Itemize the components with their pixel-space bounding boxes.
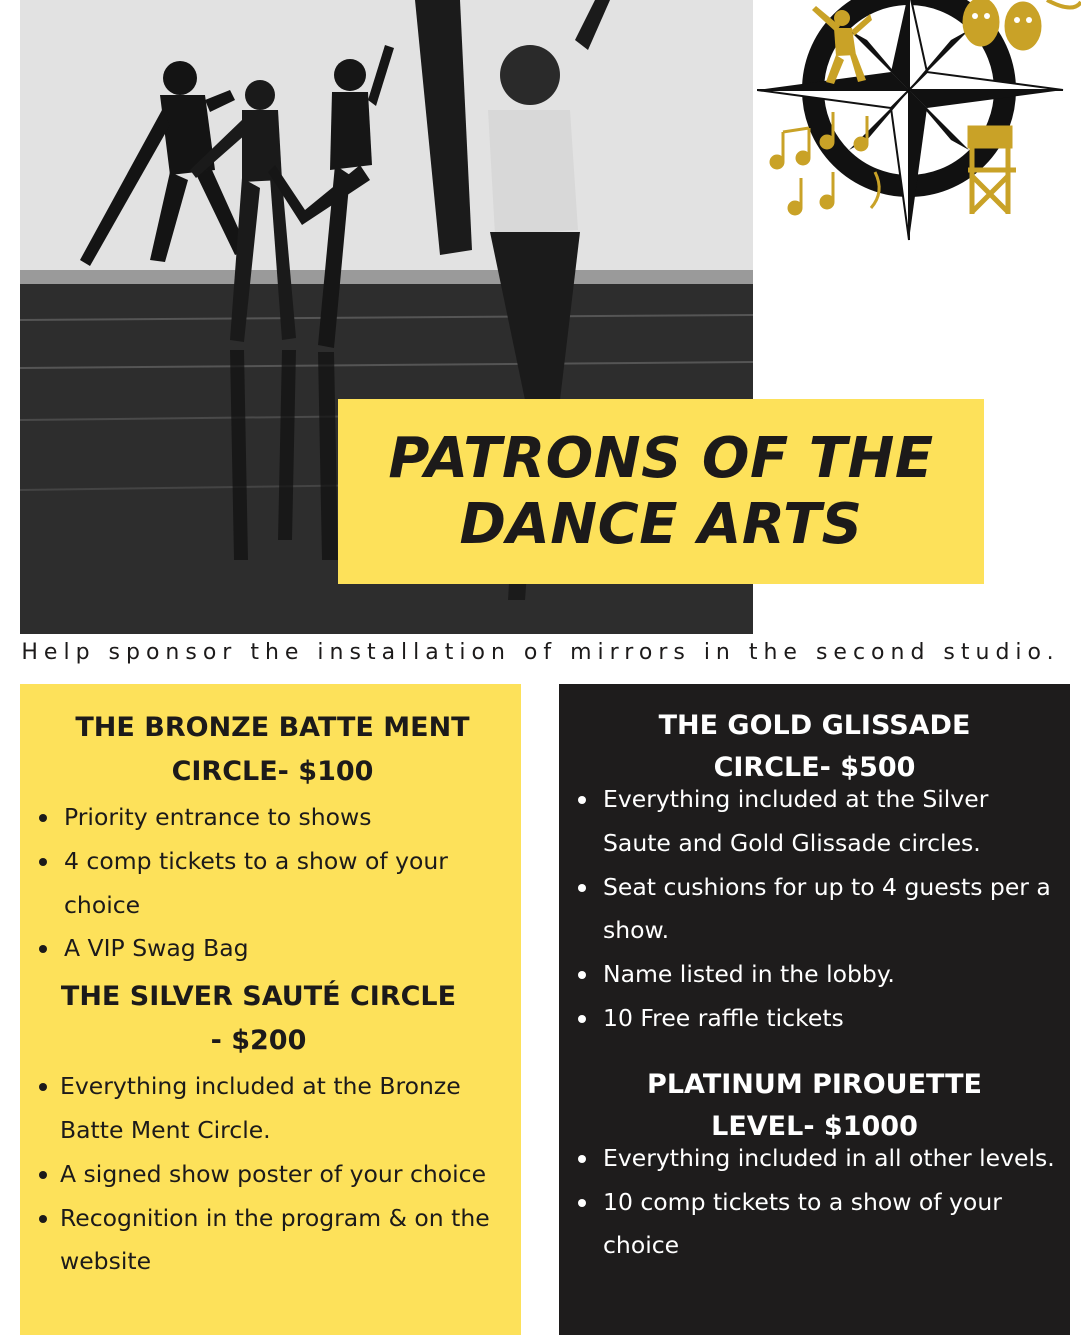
platinum-perk-2: 10 comp tickets to a show of your choice xyxy=(559,1181,1060,1269)
left-tier-panel xyxy=(20,684,521,1335)
arts-logo xyxy=(757,0,1081,245)
tagline: Help sponsor the installation of mirrors in the second studio. xyxy=(21,640,1060,665)
silver-perk-list xyxy=(20,1065,521,1284)
gold-heading-line-2: CIRCLE- $500 xyxy=(713,752,916,783)
silver-tier-heading xyxy=(20,975,521,1063)
bronze-tier-heading xyxy=(20,706,521,794)
gold-perk-4: 10 Free raffle tickets xyxy=(559,997,1052,1041)
gold-perk-3: Name listed in the lobby. xyxy=(559,953,1052,997)
title-line-1: PATRONS OF THE xyxy=(388,425,934,491)
bronze-perk-list xyxy=(20,796,521,971)
platinum-heading-line-1: PLATINUM PIROUETTE xyxy=(647,1068,982,1100)
bronze-heading-line-2: CIRCLE- $100 xyxy=(171,756,374,787)
platinum-heading-line-2: LEVEL- $1000 xyxy=(711,1110,918,1142)
theater-masks-icon xyxy=(943,0,1081,60)
director-chair-icon xyxy=(964,124,1024,216)
silver-perk-1: Everything included at the Bronze Batte Ment Circle. xyxy=(20,1065,503,1153)
gold-perk-list xyxy=(559,778,1070,1041)
gold-tier xyxy=(559,684,1070,1041)
bronze-perk-1: Priority entrance to shows xyxy=(20,796,521,840)
silver-tier xyxy=(20,971,521,1284)
dancer-icon xyxy=(812,0,872,85)
bronze-perk-3: A VIP Swag Bag xyxy=(20,927,521,971)
right-tier-panel xyxy=(559,684,1070,1335)
gold-perk-1: Everything included at the Silver Saute and Gold Glissade circles. xyxy=(559,778,1052,866)
title-line-2: DANCE ARTS xyxy=(459,491,863,557)
platinum-perk-list xyxy=(559,1137,1070,1268)
platinum-perk-1: Everything included in all other levels. xyxy=(559,1137,1060,1181)
silver-heading-line-2: - $200 xyxy=(210,1025,307,1057)
silver-perk-3: Recognition in the program & on the website xyxy=(20,1197,503,1285)
gold-heading-line-1: THE GOLD GLISSADE xyxy=(658,710,971,741)
bronze-heading-line-1: THE BRONZE BATTE MENT xyxy=(75,712,470,743)
silver-heading-line-1: THE SILVER SAUTÉ CIRCLE xyxy=(60,981,457,1013)
music-notes-icon xyxy=(767,112,887,224)
bronze-perk-2: 4 comp tickets to a show of your choice xyxy=(20,840,521,928)
platinum-tier xyxy=(559,1041,1070,1268)
gold-perk-2: Seat cushions for up to 4 guests per a show. xyxy=(559,866,1052,954)
bronze-tier xyxy=(20,684,521,971)
silver-perk-2: A signed show poster of your choice xyxy=(20,1153,503,1197)
title-banner xyxy=(338,399,984,584)
